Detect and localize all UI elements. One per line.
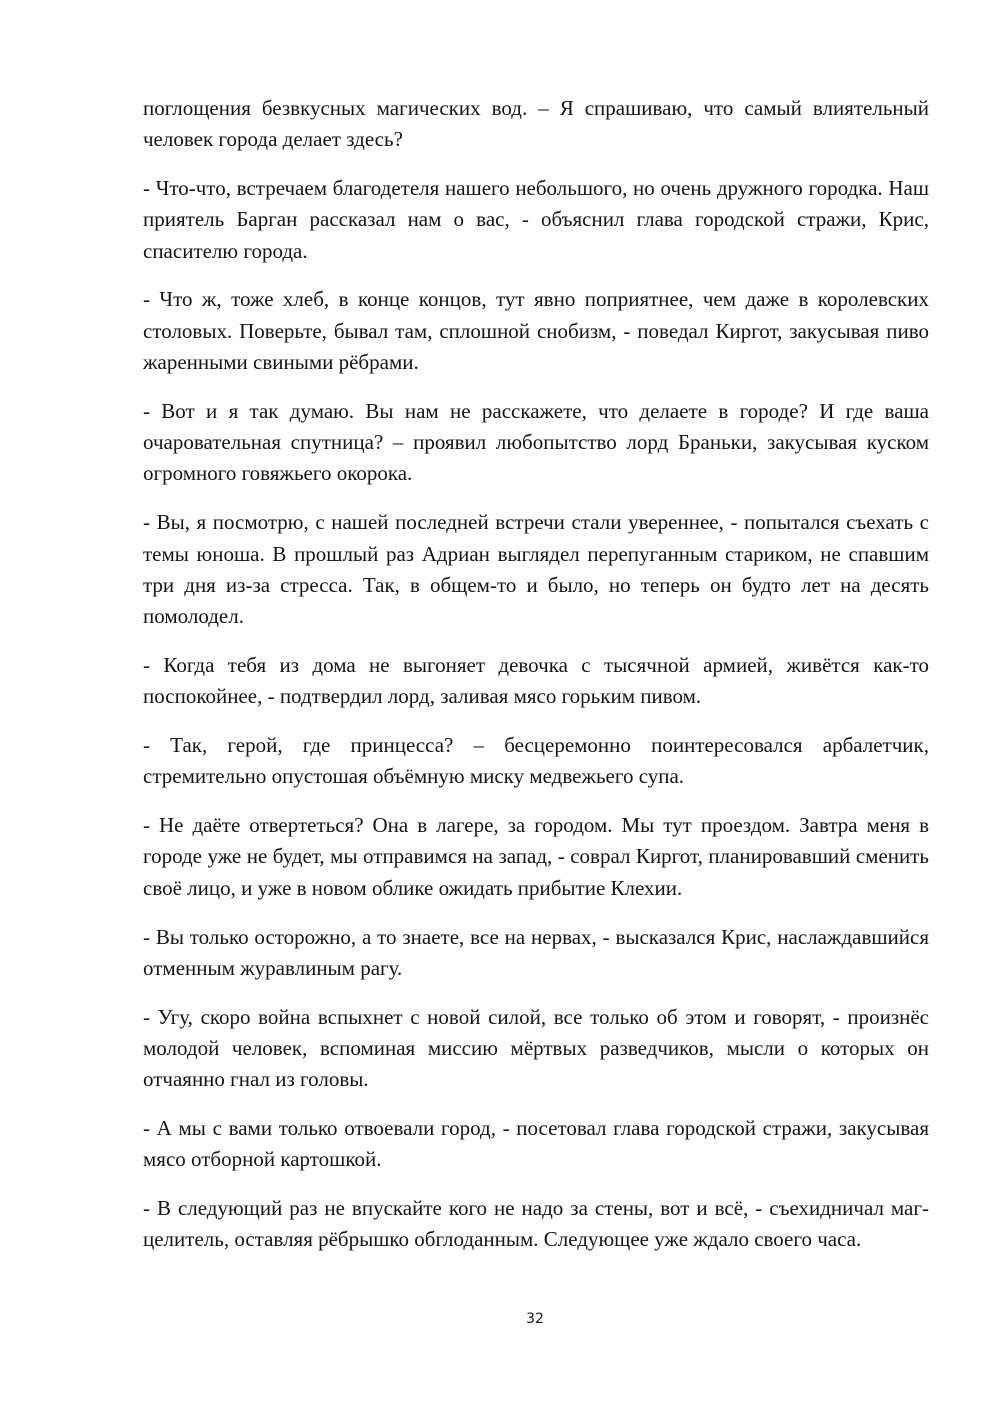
- paragraph-11: - А мы с вами только отвоевали город, - посетовал глава городской стражи, закусывая мясо отборной картошкой.: [143, 1116, 929, 1172]
- document-body: [143, 93, 929, 1273]
- paragraph-7: - Так, герой, где принцесса? – бесцеремонно поинтересовался арбалетчик, стремительно опустошая объёмную миску медвежьего супа.: [143, 733, 929, 789]
- page-number: 32: [526, 1311, 544, 1327]
- paragraph-5: - Вы, я посмотрю, с нашей последней встречи стали увереннее, - попытался съехать с темы юноша. В прошлый раз Адриан выглядел перепуганным стариком, не спавшим три дня из-за стресса. Так, в общем-то и было, но теперь он будто лет на десять помолодел.: [143, 510, 929, 629]
- paragraph-12: - В следующий раз не впускайте кого не надо за стены, вот и всё, - съехидничал маг-целитель, оставляя рёбрышко обглоданным. Следующее уже ждало своего часа.: [143, 1196, 929, 1252]
- paragraph-6: - Когда тебя из дома не выгоняет девочка с тысячной армией, живётся как-то поспокойнее, - подтвердил лорд, заливая мясо горьким пивом.: [143, 652, 929, 709]
- paragraph-10: - Угу, скоро война вспыхнет с новой силой, все только об этом и говорят, - произнёс молодой человек, вспоминая миссию мёртвых разведчиков, мысли о которых он отчаянно гнал из головы.: [143, 1004, 929, 1092]
- paragraph-2: - Что-что, встречаем благодетеля нашего небольшого, но очень дружного городка. Наш приятель Барган рассказал нам о вас, - объяснил глава городской стражи, Крис, спасителю города.: [143, 176, 929, 263]
- paragraph-4: - Вот и я так думаю. Вы нам не расскажете, что делаете в городе? И где ваша очаровательная спутница? – проявил любопытство лорд Браньки, закусывая куском огромного говяжьего окорока.: [143, 398, 929, 486]
- paragraph-8: - Не даёте отвертеться? Она в лагере, за городом. Мы тут проездом. Завтра меня в городе уже не будет, мы отправимся на запад, - соврал Киргот, планировавший сменить своё лицо, и уже в новом облике ожидать прибытие Клехии.: [143, 813, 929, 900]
- paragraph-1: поглощения безвкусных магических вод. – Я спрашиваю, что самый влиятельный человек города делает здесь?: [143, 96, 929, 152]
- paragraph-9: - Вы только осторожно, а то знаете, все на нервах, - высказался Крис, наслаждавшийся отменным журавлиным рагу.: [143, 924, 929, 980]
- paragraph-3: - Что ж, тоже хлеб, в конце концов, тут явно поприятнее, чем даже в королевских столовых. Поверьте, бывал там, сплошной снобизм, - поведал Киргот, закусывая пиво жаренными свиными рёбрами.: [143, 287, 929, 375]
